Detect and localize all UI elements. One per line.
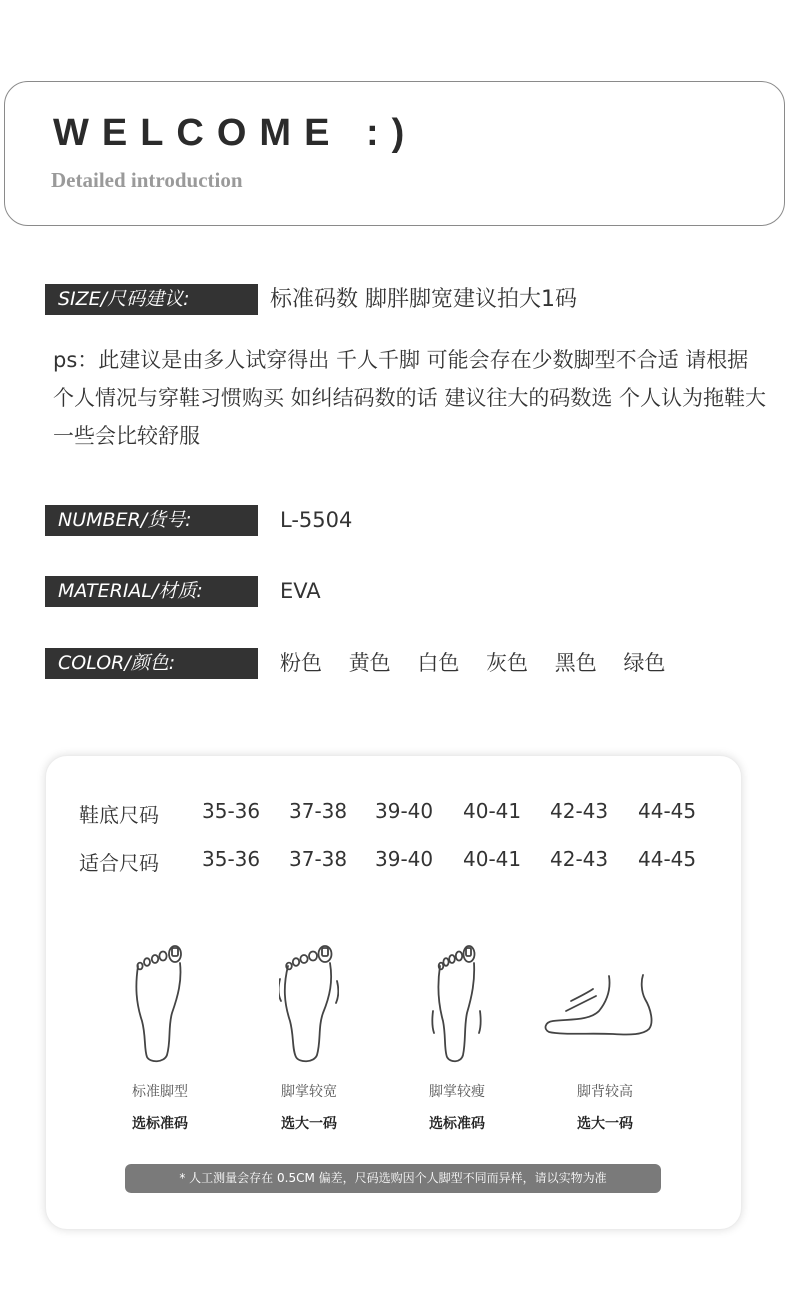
foot-type-label: 标准脚型 xyxy=(132,1084,188,1100)
size-cell: 40-41 xyxy=(463,847,522,871)
size-chart-card xyxy=(45,755,742,1230)
color-option: 绿色 xyxy=(623,651,666,675)
foot-type-advice: 选大一码 xyxy=(281,1116,337,1132)
narrow-foot-icon xyxy=(428,941,488,1066)
material-value: EVA xyxy=(280,579,321,603)
foot-type-advice: 选大一码 xyxy=(577,1116,633,1132)
high-instep-foot-icon xyxy=(541,971,656,1041)
size-cell: 42-43 xyxy=(550,847,609,871)
welcome-header xyxy=(4,81,785,226)
foot-type-label: 脚掌较瘦 xyxy=(429,1084,485,1100)
size-cell: 37-38 xyxy=(289,847,348,871)
foot-type-label: 脚掌较宽 xyxy=(281,1084,337,1100)
size-cell: 40-41 xyxy=(463,799,522,823)
foot-type-advice: 选标准码 xyxy=(429,1116,485,1132)
size-cell: 37-38 xyxy=(289,799,348,823)
material-label: MATERIAL/材质: xyxy=(45,576,258,607)
size-cell: 44-45 xyxy=(638,847,697,871)
foot-type-label: 脚背较高 xyxy=(577,1084,633,1100)
number-label: NUMBER/货号: xyxy=(45,505,258,536)
size-cell: 44-45 xyxy=(638,799,697,823)
size-note: ps：此建议是由多人试穿得出 千人千脚 可能会存在少数脚型不合适 请根据个人情况与穿鞋习惯购买 如纠结码数的话 建议往大的码数选 个人认为拖鞋大一些会比较舒服 xyxy=(53,348,767,448)
size-cell: 35-36 xyxy=(202,799,261,823)
size-cell: 39-40 xyxy=(375,799,434,823)
disclaimer-note: * 人工测量会存在 0.5CM 偏差，尺码选购因个人脚型不同而异样，请以实物为准 xyxy=(125,1164,661,1193)
welcome-subtitle: Detailed introduction xyxy=(51,168,243,192)
row-label: 适合尺码 xyxy=(79,851,159,875)
welcome-title: WELCOME :) xyxy=(53,112,418,154)
number-value: L-5504 xyxy=(280,508,353,532)
size-value: 标准码数 脚胖脚宽建议拍大1码 xyxy=(270,287,577,312)
color-option: 黄色 xyxy=(348,651,391,675)
foot-type-advice: 选标准码 xyxy=(132,1116,188,1132)
size-label: SIZE/尺码建议: xyxy=(45,284,258,315)
color-option: 白色 xyxy=(417,651,460,675)
color-options xyxy=(280,648,685,679)
size-cell: 39-40 xyxy=(375,847,434,871)
color-label: COLOR/颜色: xyxy=(45,648,258,679)
wide-foot-icon xyxy=(279,941,339,1066)
size-cell: 35-36 xyxy=(202,847,261,871)
standard-foot-icon xyxy=(130,941,190,1066)
color-option: 黑色 xyxy=(554,651,597,675)
size-cell: 42-43 xyxy=(550,799,609,823)
row-label: 鞋底尺码 xyxy=(79,803,159,827)
color-option: 粉色 xyxy=(280,651,322,675)
color-option: 灰色 xyxy=(486,651,529,675)
